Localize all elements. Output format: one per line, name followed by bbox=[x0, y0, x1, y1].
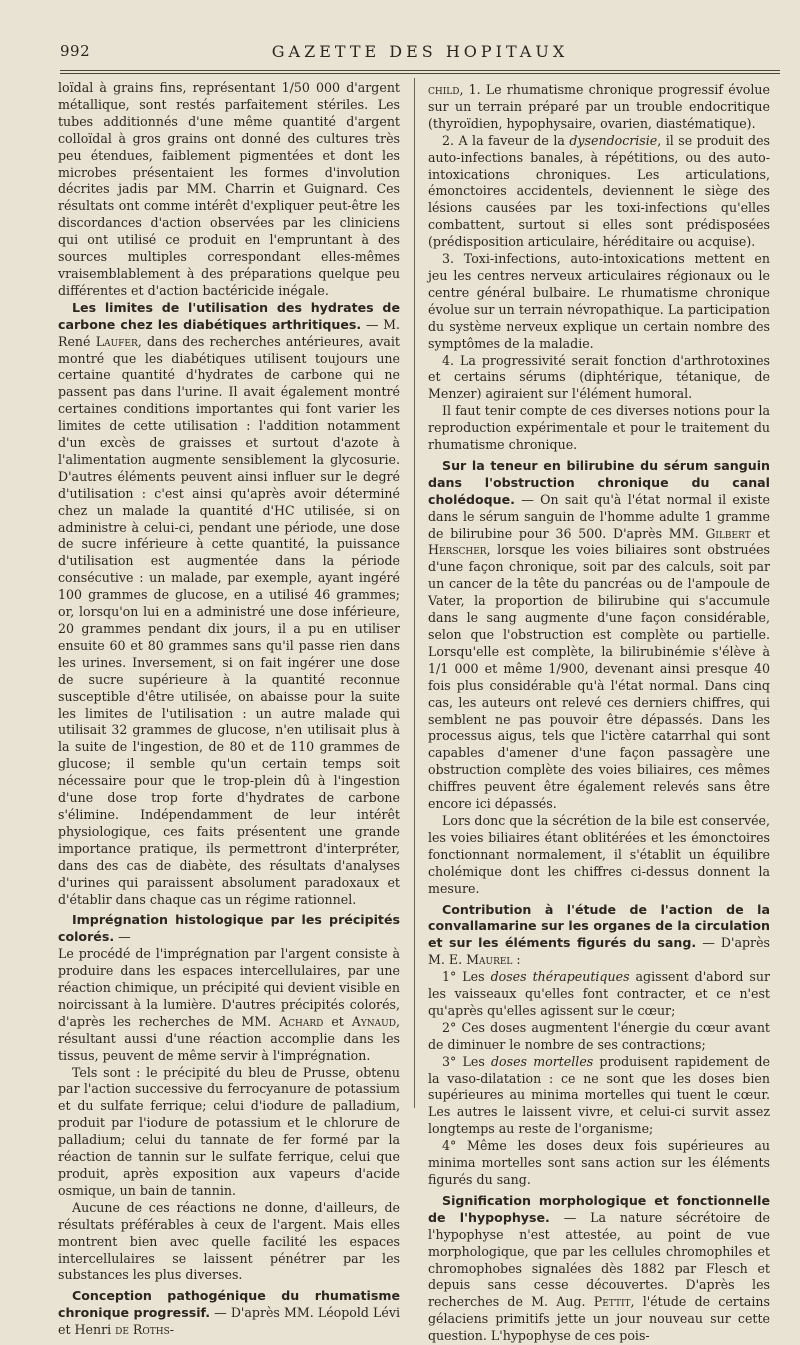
section-heading: Sur la teneur en bilirubine du sérum sanguin dans l'obstruction chronique du canal cholédoque. bbox=[428, 457, 770, 507]
section-impregnation-heading bbox=[58, 912, 400, 946]
italic-term: dysendocrisie bbox=[569, 132, 658, 148]
section-convallamarine bbox=[428, 902, 770, 970]
section-hypophyse bbox=[428, 1193, 770, 1345]
paragraph: Tels sont : le précipité du bleu de Prusse, obtenu par l'action successive du ferrocyanure de potassium et du sulfate ferrique; celui d'iodure de palladium, produit par l'iodure de potassium et le chlorure de palladium; celui du tannate de fer formé par la réaction de tannin sur le sulfate ferrique, celui que produit, après exposition aux vapeurs d'acide osmique, un bain de tannin. bbox=[58, 1064, 400, 1198]
text-run: et bbox=[750, 525, 770, 541]
section-heading: Signification morphologique et fonctionnelle de l'hypophyse. bbox=[428, 1192, 770, 1225]
italic-term: doses mortelles bbox=[490, 1053, 594, 1069]
author-name: de Roths- bbox=[115, 1322, 175, 1338]
text-run: — M. René bbox=[58, 316, 400, 349]
section-heading: Conception pathogénique du rhumatisme chronique progressif. bbox=[58, 1288, 400, 1321]
text-run: — D'après MM. Léopold Lévi et Henri bbox=[58, 1305, 401, 1338]
text-run: , dans des recherches antérieures, avait montré que les diabétiques utilisent toujours une certaine quantité d'hydrates de carbone qui ne passent pas dans l'urine. Il avait également montré certaines conditions importantes qui font varier les limites de cette utilisation : l'addition notamment d'un excès de graisses et surtout d'azote à l'alimentation augmente sensiblement la glycosurie. D'autres éléments peuvent ainsi influer sur le degré d'utilisation : c'est ainsi qu'après avoir déterminé chez un malade la quantité d'HC utilisée, si on administre à celui-ci, pendant une période, une dose de sucre inférieure à cette quantité, la puissance d'utilisation est augmentée dans la période consécutive : un malade, par exemple, ayant ingéré 100 grammes de glucose, en a utilisé 46 grammes; or, lorsqu'on lui en a administré une dose inférieure, 20 grammes pendant dix jours, il a pu en utiliser ensuite 60 et 80 grammes sans qu'il passe rien dans les urines. Inversement, si on fait ingérer une dose de sucre supérieure à la quantité reconnue susceptible d'être utilisée, on abaisse pour la suite les limites de l'utilisation : un autre malade qui utilisait 32 grammes de glucose, n'en utilisait plus à la suite de l'ingestion, de 80 et de 110 grammes de glucose; il semble qu'un certain temps soit nécessaire pour que le trop-plein dû à l'ingestion d'une dose trop forte d'hydrates de carbone s'élimine. Indépendamment de leur intérêt physiologique, ces faits présentent une grande importance pratique, ils permettront d'interpréter, dans des cas de diabète, des résultats d'analyses d'urines qui paraissent absolument paradoxaux et d'établir dans chaque cas un régime rationnel. bbox=[58, 333, 400, 907]
paragraph bbox=[428, 1054, 770, 1139]
text-run: , résultant aussi d'une réaction accomplie dans les tissus, peuvent de même servir à l'imprégnation. bbox=[58, 1013, 400, 1063]
paragraph: 4° Même les doses deux fois supérieures au minima mortelles sont sans action sur les éléments figurés du sang. bbox=[428, 1138, 770, 1187]
paragraph: 2° Ces doses augmentent l'énergie du cœur avant de diminuer le nombre de ses contractions; bbox=[428, 1019, 770, 1052]
paragraph: 4. La progressivité serait fonction d'arthrotoxines et certains sérums (diphtérique, tétanique, de Menzer) agiraient sur l'élément humoral. bbox=[428, 352, 770, 402]
text-run: produisent rapidement de la vaso-dilatation : ce ne sont que les doses bien supérieures au minima mortelles qui tuent le cœur. Les autres le laissent vivre, et celui-ci survit assez longtemps au reste de l'organisme; bbox=[428, 1053, 770, 1137]
text-run: , lorsque les voies biliaires sont obstruées d'une façon chronique, soit par des calculs, soit par un cancer de la tête du pancréas ou de l'ampoule de Vater, la proportion de bilirubine qui s'accumule dans le sang augmente d'une façon considérable, selon que l'obstruction est complète ou partielle. Lorsqu'elle est complète, la bilirubinémie s'élève à 1/1 000 et même 1/900, devenant ainsi presque 40 fois plus considérable qu'à l'état normal. Dans cinq cas, les auteurs ont relevé ces derniers chiffres, qui semblent ne pas pouvoir être dépassés. Dans les processus aigus, tels que l'ictère catarrhal qui sont capables d'amener d'une façon passagère une obstruction complète des voies biliaires, ces mêmes chiffres peuvent être également relevés sans être encore ici dépassés. bbox=[428, 542, 770, 812]
text-run: , il se produit des auto-infections banales, à répétitions, ou des auto-intoxications chroniques. Les articulations, émonctoires accidentels, deviennent le siège des lésions causées par les toxi-infections qu'elles combattent, surtout si elles sont prédisposées (prédisposition articulaire, héréditaire ou acquise). bbox=[428, 132, 770, 250]
section-bilirubine bbox=[428, 458, 770, 813]
section-rhumatisme bbox=[58, 1288, 400, 1339]
text-run: , 1. Le rhumatisme chronique progressif évolue sur un terrain préparé par un trouble endocritique (thyroïdien, hypophysaire, ovarien, diastématique). bbox=[428, 82, 770, 131]
paragraph bbox=[58, 946, 400, 1064]
section-heading: Les limites de l'utilisation des hydrates de carbone chez les diabétiques arthritiques. bbox=[58, 299, 400, 332]
paragraph bbox=[428, 82, 770, 133]
paragraph bbox=[428, 969, 770, 1020]
author-name: Achard bbox=[279, 1013, 324, 1029]
page-header bbox=[60, 42, 780, 68]
paragraph: loïdal à grains fins, représentant 1/50 000 d'argent métallique, sont restés parfaitement stériles. Les tubes additionnés d'une même quantité d'argent colloïdal à gros grains ont donné des cultures très peu étendues, faiblement pigmentées et dont les microbes présentaient les formes d'involution décrites jadis par MM. Charrin et Guignard. Ces résultats ont comme intérêt d'expliquer peut-être les discordances d'action observées par les cliniciens qui ont utilisé ce produit en l'empruntant à des sources multiples correspondant elles-mêmes vraisemblablement à des préparations quelque peu différentes et d'action bactéricide inégale. bbox=[58, 80, 400, 298]
text-run: agissent d'abord sur les vaisseaux qu'elles font contracter, et ce n'est qu'après qu'elles agissent sur le cœur; bbox=[428, 969, 770, 1018]
section-heading: Imprégnation histologique par les précipités colorés. bbox=[58, 912, 400, 945]
paragraph: Aucune de ces réactions ne donne, d'ailleurs, de résultats préférables à ceux de l'argent. Mais elles montrent bien avec quelle facilité les espaces intercellulaires se laissent pénétrer par les substances les plus diverses. bbox=[58, 1199, 400, 1283]
text-run: — bbox=[114, 929, 131, 945]
left-column bbox=[58, 80, 400, 1339]
journal-title: GAZETTE DES HOPITAUX bbox=[271, 42, 569, 61]
header-rule bbox=[60, 70, 780, 74]
paragraph: Il faut tenir compte de ces diverses notions pour la reproduction expérimentale et pour le traitement du rhumatisme chronique. bbox=[428, 403, 770, 453]
column-divider bbox=[414, 78, 415, 1108]
section-heading: Contribution à l'étude de l'action de la convallamarine sur les organes de la circulation et sur les éléments figurés du sang. bbox=[428, 901, 770, 951]
text-run: 3° Les bbox=[442, 1053, 491, 1069]
italic-term: doses thérapeutiques bbox=[490, 969, 630, 985]
author-name: Pettit bbox=[593, 1294, 631, 1310]
paragraph: Lors donc que la sécrétion de la bile est conservée, les voies biliaires étant oblitérées et les émonctoires fonctionnant normalement, il s'établit un équilibre cholémique dont les chiffres ci-dessus donnent la mesure. bbox=[428, 812, 770, 896]
section-laufer bbox=[58, 300, 400, 909]
text-run: et bbox=[323, 1013, 352, 1029]
text-run: — La nature sécrétoire de l'hypophyse n'est attestée, au point de vue morphologique, que par les cellules chromophiles et chromophobes signalées dès 1882 par Flesch et depuis sans cesse découvertes. D'après les recherches de M. Aug. bbox=[428, 1209, 770, 1310]
right-column bbox=[428, 82, 770, 1345]
text-run: 2. A la faveur de la bbox=[442, 132, 570, 148]
text-run: : bbox=[512, 952, 521, 968]
page-number: 992 bbox=[60, 42, 91, 60]
author-name: Maurel bbox=[466, 952, 513, 968]
author-name: child bbox=[428, 82, 460, 97]
author-name: Gilbert bbox=[705, 525, 751, 541]
author-name: Aynaud bbox=[351, 1013, 396, 1029]
paragraph bbox=[428, 133, 770, 251]
author-name: Herscher bbox=[428, 542, 487, 558]
text-run: , l'étude de certains gélaciens primitifs jette un jour nouveau sur cette question. L'hypophyse de ces pois- bbox=[428, 1294, 770, 1344]
text-run: — On sait qu'à l'état normal il existe dans le sérum sanguin de l'homme adulte 1 gramme de bilirubine pour 36 500. D'après MM. bbox=[428, 491, 770, 541]
text-run: Le procédé de l'imprégnation par l'argent consiste à produire dans les espaces intercellulaires, par une réaction chimique, un précipité qui devient visible en noircissant à la lumière. D'autres précipités colorés, d'après les recherches de MM. bbox=[58, 946, 400, 1029]
text-run: 1° Les bbox=[442, 969, 491, 985]
paragraph: 3. Toxi-infections, auto-intoxications mettent en jeu les centres nerveux articulaires régionaux ou le centre général bulbaire. Le rhumatisme chronique évolue sur un terrain névropathique. La participation du système nerveux explique un certain nombre des symptômes de la maladie. bbox=[428, 251, 770, 351]
author-name: Laufer bbox=[95, 333, 138, 349]
text-run: — D'après M. E. bbox=[428, 935, 770, 968]
